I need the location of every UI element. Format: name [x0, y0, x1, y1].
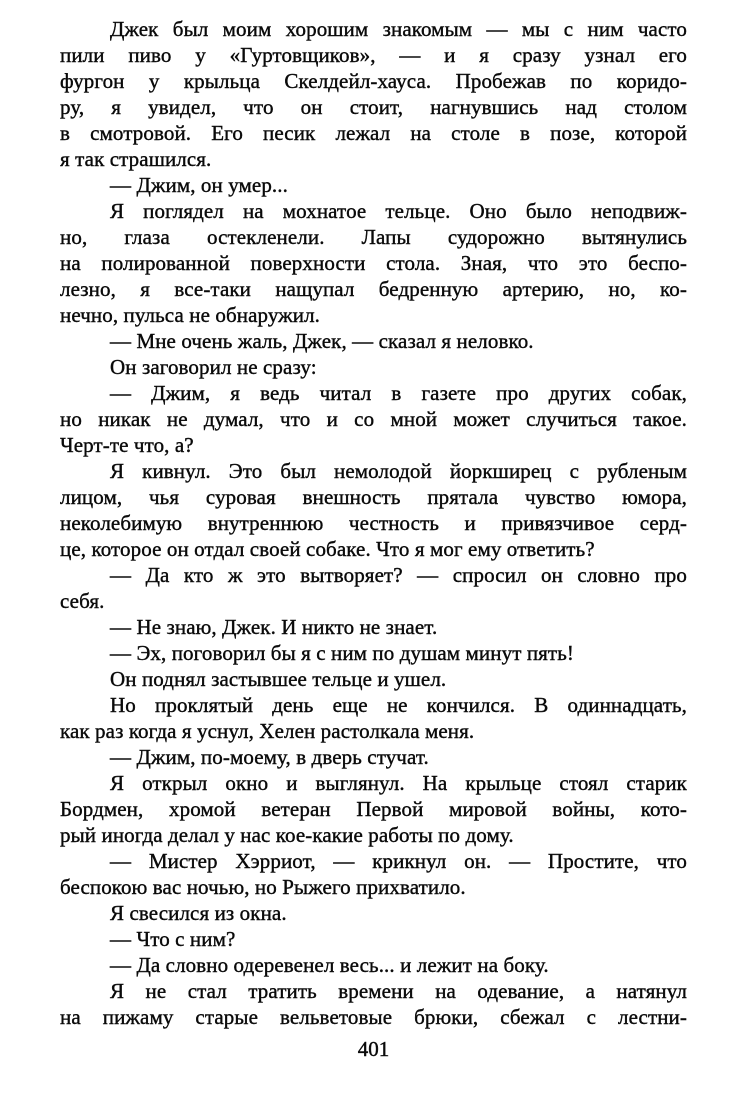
text-line: в смотровой. Его песик лежал на столе в позе, которой: [60, 121, 687, 145]
text-line: — Джим, я ведь читал в газете про других собак,: [110, 381, 687, 405]
text-line: Я поглядел на мохнатое тельце. Оно было неподвиж-: [110, 199, 687, 223]
text-line: лицом, чья суровая внешность прятала чувство юмора,: [60, 485, 687, 509]
text-line: я так страшился.: [60, 147, 212, 171]
text-line: Я кивнул. Это был немолодой йоркширец с рубленым: [110, 459, 687, 483]
text-line: Джек был моим хорошим знакомым — мы с ним часто: [110, 17, 687, 41]
text-line: Я свесился из окна.: [110, 901, 287, 925]
text-line: неколебимую внутреннюю честность и привязчивое серд-: [60, 511, 687, 535]
text-line: но никак не думал, что и со мной может случиться такое.: [60, 407, 687, 431]
text-line: — Мистер Хэрриот, — крикнул он. — Простите, что: [110, 849, 687, 873]
text-line: — Мне очень жаль, Джек, — сказал я неловко.: [110, 329, 534, 353]
text-line: себя.: [60, 589, 105, 613]
text-line: ру, я увидел, что он стоит, нагнувшись над столом: [60, 95, 687, 119]
page-text: [60, 16, 687, 1030]
text-line: — Что с ним?: [110, 927, 236, 951]
text-line: — Джим, он умер...: [110, 173, 288, 197]
text-line: на полированной поверхности стола. Зная, что это беспо-: [60, 251, 687, 275]
text-line: лезно, я все-таки нащупал бедренную артерию, но, ко-: [60, 277, 687, 301]
text-line: Но проклятый день еще не кончился. В одиннадцать,: [110, 693, 687, 717]
text-line: Черт-те что, а?: [60, 433, 194, 457]
text-line: Я открыл окно и выглянул. На крыльце стоял старик: [110, 771, 687, 795]
text-line: фургон у крыльца Скелдейл-хауса. Пробежав по коридо-: [60, 69, 687, 93]
text-line: — Не знаю, Джек. И никто не знает.: [110, 615, 438, 639]
text-line: как раз когда я уснул, Хелен растолкала меня.: [60, 719, 475, 743]
text-line: — Джим, по-моему, в дверь стучат.: [110, 745, 429, 769]
text-line: — Да кто ж это вытворяет? — спросил он словно про: [110, 563, 687, 587]
text-line: Бордмен, хромой ветеран Первой мировой войны, кото-: [60, 797, 687, 821]
text-line: рый иногда делал у нас кое-какие работы по дому.: [60, 823, 514, 847]
text-line: пили пиво у «Гуртовщиков», — и я сразу узнал его: [60, 43, 687, 67]
text-line: Он заговорил не сразу:: [110, 355, 317, 379]
text-line: це, которое он отдал своей собаке. Что я мог ему ответить?: [60, 537, 595, 561]
text-line: Он поднял застывшее тельце и ушел.: [110, 667, 447, 691]
text-line: — Эх, поговорил бы я с ним по душам минут пять!: [110, 641, 574, 665]
text-line: беспокою вас ночью, но Рыжего прихватило.: [60, 875, 466, 899]
text-line: — Да словно одеревенел весь... и лежит на боку.: [110, 953, 549, 977]
text-line: нечно, пульса не обнаружил.: [60, 303, 321, 327]
page-number: 401: [357, 1037, 390, 1061]
text-line: но, глаза остекленели. Лапы судорожно вытянулись: [60, 225, 687, 249]
text-line: Я не стал тратить времени на одевание, а натянул: [110, 979, 687, 1003]
text-line: на пижаму старые вельветовые брюки, сбежал с лестни-: [60, 1005, 687, 1029]
